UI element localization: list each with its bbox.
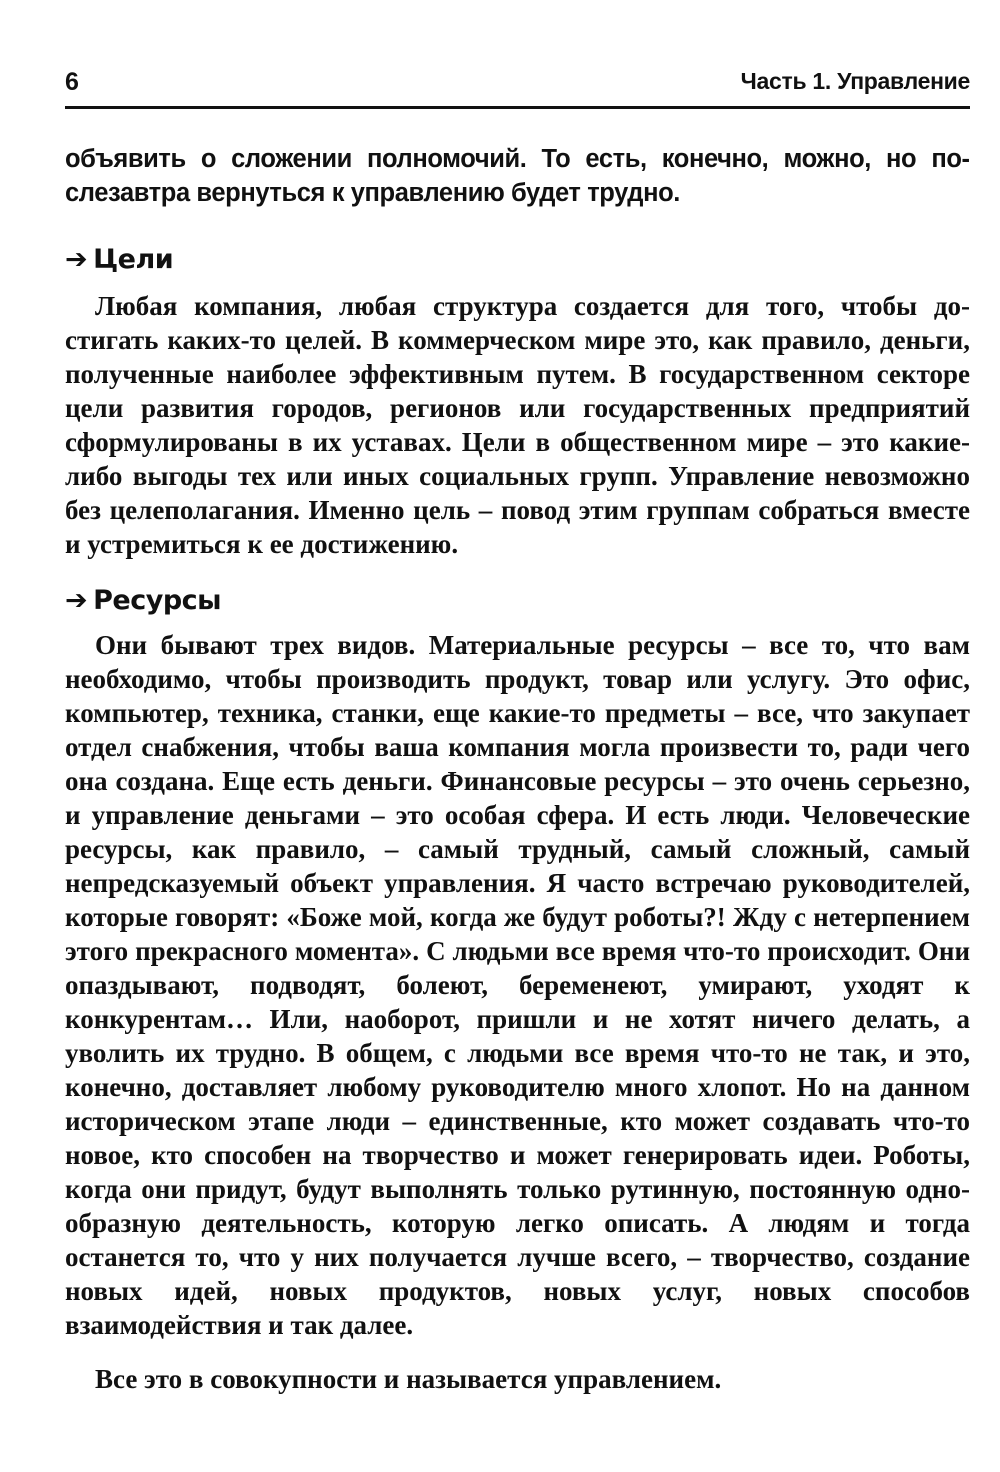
section-heading-goals	[65, 243, 173, 277]
arrow-right-icon: ➔	[65, 585, 88, 616]
section-paragraph: Они бывают трех видов. Материальные ресурсы – все то, что вам необходимо, чтобы производить продукт, товар или услугу. Это офис, компьютер, техника, станки, еще какие-то предметы – все, что закупает отдел снабжения, чтобы ваша компания могла произвести то, ради чего она создана. Еще есть деньги. Финансовые ресурсы – это очень серьезно, и управление деньгами – это особая сфера. И есть люди. Человеческие ресурсы, как правило, – самый трудный, самый сложный, самый непредсказуемый объект управления. Я часто встречаю руководителей, которые говорят: «Боже мой, когда же будут роботы?! Жду с нетерпением этого прекрасного момента». С людьми все время что-то происходит. Они опаздывают, подводят, болеют, беременеют, умирают, уходят к конкурентам… Или, наоборот, пришли и не хотят ничего делать, а уволить их трудно. В общем, с людьми все время что-то не так, и это, конечно, доставляет любому руководителю много хлопот. Но на данном историческом этапе люди – единственные, кто может создавать что-то новое, кто способен на творчество и может генерировать идеи. Роботы, когда они придут, будут выполнять только рутинную, постоянную однообразную деятельность, которую легко описать. А людям и тогда останется то, что у них получается лучше всего, – творчество, создание новых идей, новых продуктов, новых услуг, новых способов взаимодействия и так далее.	[65, 630, 970, 1340]
section-heading-resources	[65, 584, 221, 618]
page-number: 6	[65, 68, 79, 96]
intro-paragraph: объявить о сложении полномочий. То есть, конечно, можно, но послезавтра вернуться к управлению будет трудно.	[65, 145, 970, 207]
section-title: Цели	[93, 244, 174, 275]
section-paragraph: Любая компания, любая структура создается для того, чтобы достигать каких-то целей. В коммерческом мире это, как правило, деньги, полученные наиболее эффективным путем. В государственном секторе цели развития городов, регионов или государственных предприятий сформулированы в их уставах. Цели в общественном мире – это какие-либо выгоды тех или иных социальных групп. Управление невозможно без целеполагания. Именно цель – повод этим группам собраться вместе и устремиться к ее достижению.	[65, 291, 970, 559]
section-title: Ресурсы	[93, 585, 222, 616]
running-title: Часть 1. Управление	[740, 68, 970, 94]
page-header	[65, 60, 970, 109]
section-paragraph: Все это в совокупности и называется управлением.	[95, 1364, 722, 1394]
arrow-right-icon: ➔	[65, 244, 88, 275]
